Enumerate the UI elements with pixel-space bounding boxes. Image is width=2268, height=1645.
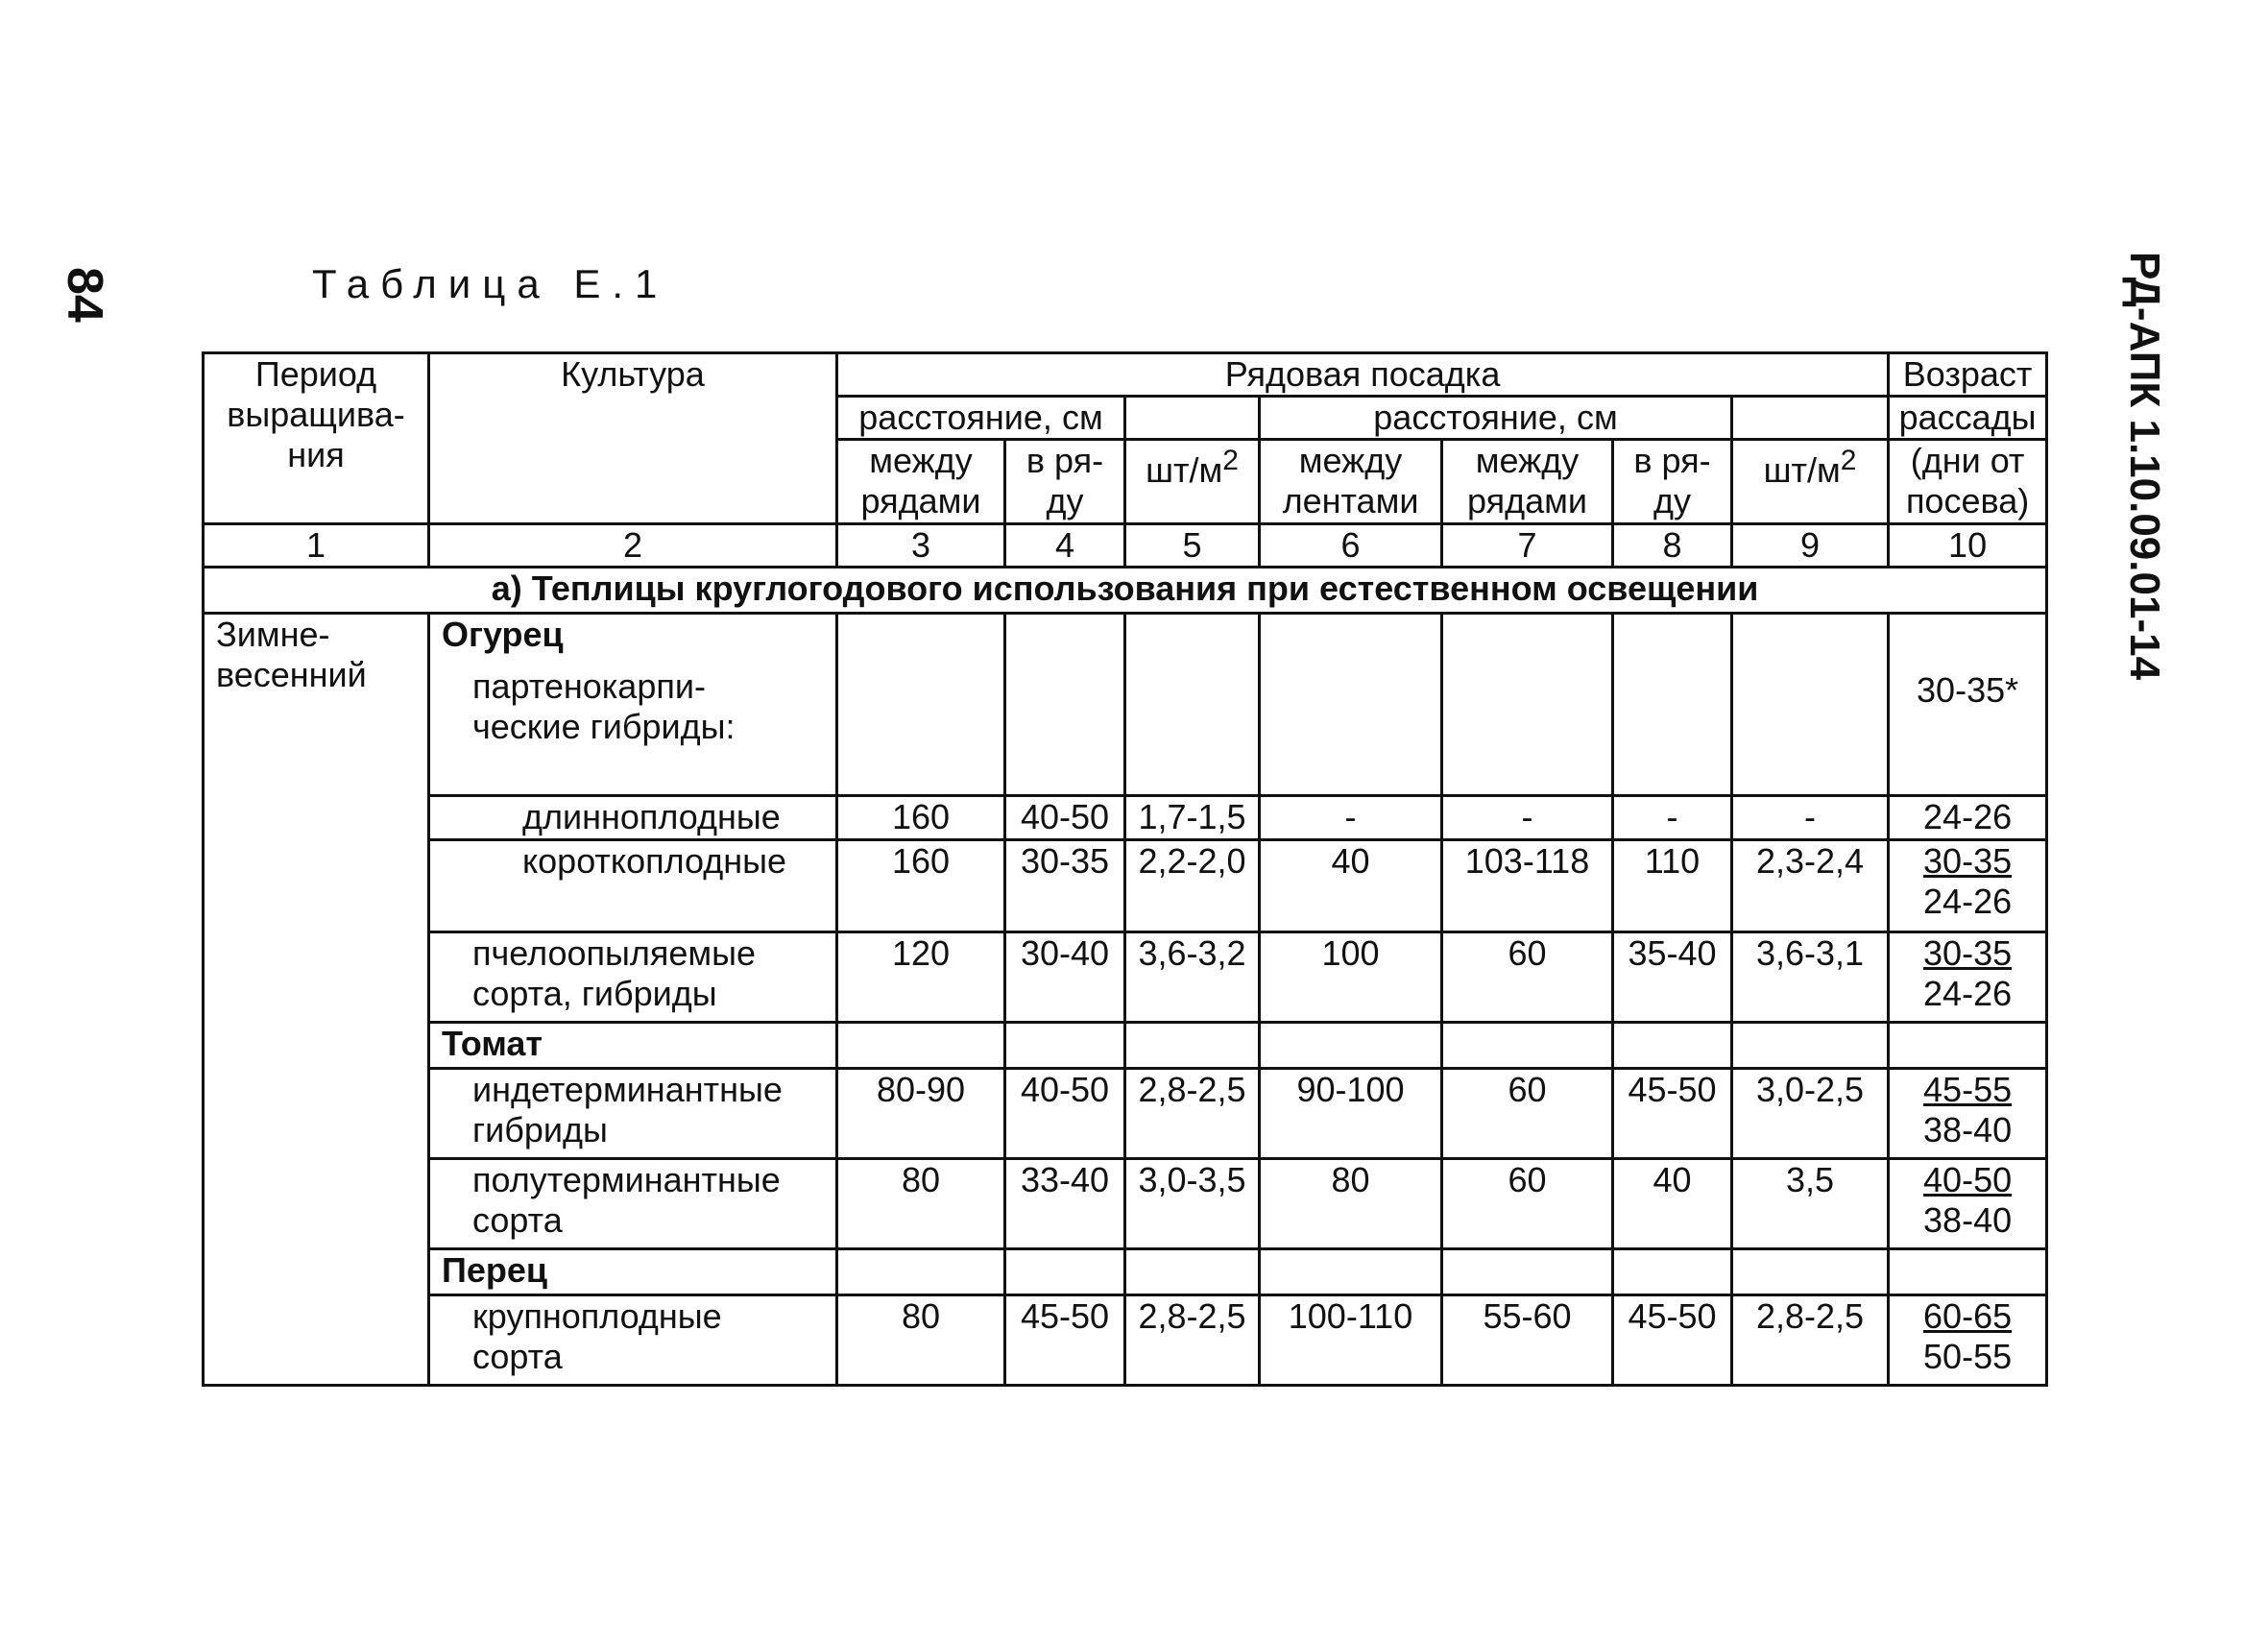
cell: 35-40 — [1613, 932, 1732, 1023]
table-row — [204, 1023, 2047, 1069]
crop-cucumber: Огурец партенокарпи- ческие гибриды: — [429, 614, 837, 796]
culture-name: полутерминантные сорта — [429, 1159, 837, 1249]
cell: - — [1613, 796, 1732, 840]
table-caption: Таблица Е.1 — [312, 261, 669, 306]
cell: 55-60 — [1442, 1295, 1613, 1386]
culture-name: пчелоопыляемые сорта, гибриды — [429, 932, 837, 1023]
crop-tomato: Томат — [429, 1023, 837, 1069]
crop-pepper: Перец — [429, 1249, 837, 1295]
column-number: 9 — [1732, 524, 1889, 568]
cell: 45-50 — [1613, 1295, 1732, 1386]
table-row — [204, 1249, 2047, 1295]
header-period: Период выращива- ния — [204, 353, 429, 524]
cell: 40-50 — [1005, 1069, 1125, 1159]
column-number: 5 — [1125, 524, 1260, 568]
age-cell: 45-55 38-40 — [1889, 1069, 2047, 1159]
table-row — [204, 1069, 2047, 1159]
header-distance-b: расстояние, см — [1260, 397, 1732, 440]
header-age: Возраст — [1889, 353, 2047, 397]
cell: 45-50 — [1005, 1295, 1125, 1386]
cell: 100-110 — [1260, 1295, 1442, 1386]
cell: 60 — [1442, 1159, 1613, 1249]
column-number-row — [204, 524, 2047, 568]
header-age-3: (дни от посева) — [1889, 440, 2047, 524]
cell: 3,5 — [1732, 1159, 1889, 1249]
cell: 40 — [1260, 840, 1442, 932]
cell: 45-50 — [1613, 1069, 1732, 1159]
cell: 30-35 — [1005, 840, 1125, 932]
document-code: РД-АПК 1.10.09.01-14 — [2121, 252, 2168, 681]
cell: 100 — [1260, 932, 1442, 1023]
cell: - — [1442, 796, 1613, 840]
table-row — [204, 796, 2047, 840]
cell: 3,6-3,1 — [1732, 932, 1889, 1023]
culture-name: длинноплодные — [429, 796, 837, 840]
culture-name: крупноплодные сорта — [429, 1295, 837, 1386]
column-number: 6 — [1260, 524, 1442, 568]
page-number: 84 — [57, 267, 112, 323]
column-number: 4 — [1005, 524, 1125, 568]
table-row — [204, 1159, 2047, 1249]
cell: 2,8-2,5 — [1125, 1295, 1260, 1386]
table-row — [204, 1295, 2047, 1386]
header-culture: Культура — [429, 353, 837, 524]
cell: 90-100 — [1260, 1069, 1442, 1159]
column-number: 10 — [1889, 524, 2047, 568]
cell: 160 — [837, 796, 1005, 840]
cell: 2,2-2,0 — [1125, 840, 1260, 932]
period-cell: Зимне- весенний — [204, 614, 429, 1386]
cell: 2,8-2,5 — [1732, 1295, 1889, 1386]
age-cell: 60-65 50-55 — [1889, 1295, 2047, 1386]
age-cell: 40-50 38-40 — [1889, 1159, 2047, 1249]
cell: 33-40 — [1005, 1159, 1125, 1249]
cell: 40-50 — [1005, 796, 1125, 840]
age-cell: 30-35* — [1889, 614, 2047, 796]
column-number: 1 — [204, 524, 429, 568]
cell: 3,0-3,5 — [1125, 1159, 1260, 1249]
cell: 2,8-2,5 — [1125, 1069, 1260, 1159]
cell: 30-40 — [1005, 932, 1125, 1023]
cell: 80 — [1260, 1159, 1442, 1249]
cell: 40 — [1613, 1159, 1732, 1249]
cell: 120 — [837, 932, 1005, 1023]
header-between-rows: между рядами — [837, 440, 1005, 524]
cell: 24-26 — [1889, 796, 2047, 840]
header-in-row-b: в ря- ду — [1613, 440, 1732, 524]
section-heading: а) Теплицы круглогодового использования при естественном освещении — [204, 568, 2047, 614]
header-between-bands: между лентами — [1260, 440, 1442, 524]
table-row — [204, 614, 2047, 796]
column-number: 3 — [837, 524, 1005, 568]
header-in-row: в ря- ду — [1005, 440, 1125, 524]
column-number: 8 — [1613, 524, 1732, 568]
table-row — [204, 932, 2047, 1023]
cell: 80 — [837, 1295, 1005, 1386]
cell: 103-118 — [1442, 840, 1613, 932]
cell: 3,0-2,5 — [1732, 1069, 1889, 1159]
cell: - — [1732, 796, 1889, 840]
cell: 60 — [1442, 932, 1613, 1023]
cell: 2,3-2,4 — [1732, 840, 1889, 932]
table-row — [204, 840, 2047, 932]
cell: 60 — [1442, 1069, 1613, 1159]
culture-name: короткоплодные — [429, 840, 837, 932]
cell: 110 — [1613, 840, 1732, 932]
column-number: 2 — [429, 524, 837, 568]
column-number: 7 — [1442, 524, 1613, 568]
header-between-rows-b: между рядами — [1442, 440, 1613, 524]
header-per-m2: $шт/м^2$ — [1125, 440, 1260, 524]
cell: - — [1260, 796, 1442, 840]
header-age-2: рассады — [1889, 397, 2047, 440]
cell: 80-90 — [837, 1069, 1005, 1159]
cell: 3,6-3,2 — [1125, 932, 1260, 1023]
header-blank-a — [1125, 397, 1260, 440]
cell: 80 — [837, 1159, 1005, 1249]
age-cell: 30-35 24-26 — [1889, 840, 2047, 932]
cell: 1,7-1,5 — [1125, 796, 1260, 840]
culture-name: индетерминантные гибриды — [429, 1069, 837, 1159]
planting-table — [202, 351, 2048, 1387]
header-per-m2-b: $шт/м^2$ — [1732, 440, 1889, 524]
header-row-planting: Рядовая посадка — [837, 353, 1889, 397]
header-distance-a: расстояние, см — [837, 397, 1125, 440]
cell: 160 — [837, 840, 1005, 932]
age-cell: 30-35 24-26 — [1889, 932, 2047, 1023]
header-blank-b — [1732, 397, 1889, 440]
